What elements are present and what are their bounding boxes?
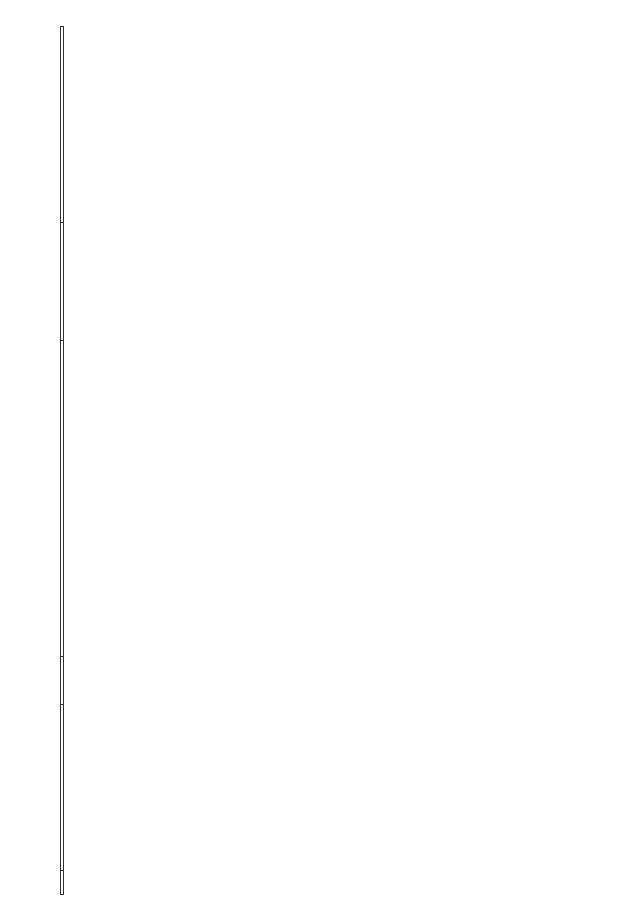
table-body (64, 27, 622, 895)
rotated-table-container (60, 15, 630, 895)
header-cell (61, 341, 64, 657)
header-cell (61, 27, 64, 223)
indicator-table (60, 26, 622, 895)
header-cell (61, 705, 64, 871)
table-header-row (61, 27, 64, 895)
header-cell (61, 223, 64, 341)
header-cell (61, 657, 64, 705)
header-cell (61, 871, 64, 895)
